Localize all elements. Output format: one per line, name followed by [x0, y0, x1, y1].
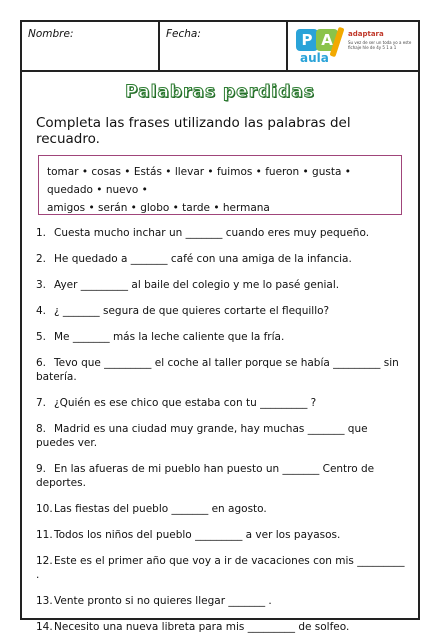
sentence-text: Las fiestas del pueblo _______ en agosto.	[54, 503, 267, 515]
logo-letter-p: P	[296, 29, 318, 51]
date-label: Fecha:	[166, 28, 201, 40]
sentence-item	[36, 304, 408, 318]
sentence-item	[36, 226, 408, 240]
sentence-number: 14.	[36, 621, 53, 633]
sentence-number: 5.	[36, 331, 47, 343]
sentence-number: 2.	[36, 253, 47, 265]
sentence-item	[36, 554, 408, 582]
header-row	[22, 22, 418, 72]
sentence-text: En las afueras de mi pueblo han puesto un _______ Centro de deportes.	[36, 463, 375, 489]
word-bank-line-1: tomar • cosas • Estás • llevar • fuimos • fueron • gusta • quedado • nuevo •	[47, 166, 351, 196]
sentence-number: 4.	[36, 305, 47, 317]
sentence-item	[36, 422, 408, 450]
sentence-item	[36, 356, 408, 384]
aula-logo	[296, 27, 342, 65]
sentence-item	[36, 278, 408, 292]
name-label: Nombre:	[28, 28, 74, 40]
sentence-item	[36, 594, 408, 608]
worksheet	[20, 20, 420, 633]
sentence-text: He quedado a _______ café con una amiga de la infancia.	[54, 253, 352, 265]
logo-letter-a: A	[316, 29, 338, 51]
name-cell	[22, 22, 160, 70]
sentence-text: Vente pronto si no quieres llegar _______ .	[54, 595, 272, 607]
sentence-number: 11.	[36, 529, 53, 541]
sentence-text: Madrid es una ciudad muy grande, hay muchas _______ que puedes ver.	[36, 423, 368, 449]
sentence-item	[36, 502, 408, 516]
sentence-item	[36, 330, 408, 344]
page-title: Palabras perdidas	[125, 82, 315, 102]
instruction-text: Completa las frases utilizando las palabras del recuadro.	[36, 115, 351, 147]
sentence-item	[36, 528, 408, 542]
sentence-text: Me _______ más la leche caliente que la fría.	[54, 331, 285, 343]
sentence-item	[36, 252, 408, 266]
sentence-text: Cuesta mucho inchar un _______ cuando eres muy pequeño.	[54, 227, 370, 239]
logo-cell	[288, 22, 418, 70]
sentence-item	[36, 396, 408, 410]
sentence-number: 7.	[36, 397, 47, 409]
sentence-list	[36, 226, 408, 634]
sentence-number: 6.	[36, 357, 47, 369]
word-bank-line-2: amigos • serán • globo • tarde • hermana	[47, 202, 270, 214]
sentence-text: Ayer _________ al baile del colegio y me lo pasé genial.	[54, 279, 340, 291]
sentence-item	[36, 462, 408, 490]
sentence-number: 9.	[36, 463, 47, 475]
logo-word: aula	[300, 51, 329, 65]
sentence-text: Necesito una nueva libreta para mis _________ de solfeo.	[54, 621, 350, 633]
sentence-text: ¿ _______ segura de que quieres cortarte el flequillo?	[54, 305, 330, 317]
sentence-number: 3.	[36, 279, 47, 291]
sentence-text: Tevo que _________ el coche al taller porque se había _________ sin batería.	[36, 357, 399, 383]
date-cell	[160, 22, 288, 70]
sentence-text: Todos los niños del pueblo _________ a ver los payasos.	[54, 529, 341, 541]
sentence-text: Este es el primer año que voy a ir de vacaciones con mis _________ .	[36, 555, 405, 581]
sentence-number: 10.	[36, 503, 53, 515]
sentence-number: 1.	[36, 227, 47, 239]
sentence-item	[36, 620, 408, 634]
word-bank	[38, 155, 402, 215]
sentence-number: 12.	[36, 555, 53, 567]
brand-tagline: Su vez de ser un toda yo a este fichaje hle de 4y 5 1 a 1	[348, 40, 412, 50]
sentence-number: 8.	[36, 423, 47, 435]
brand-name: adaptara	[348, 30, 384, 38]
sentence-number: 13.	[36, 595, 53, 607]
sentence-text: ¿Quién es ese chico que estaba con tu _________ ?	[54, 397, 317, 409]
